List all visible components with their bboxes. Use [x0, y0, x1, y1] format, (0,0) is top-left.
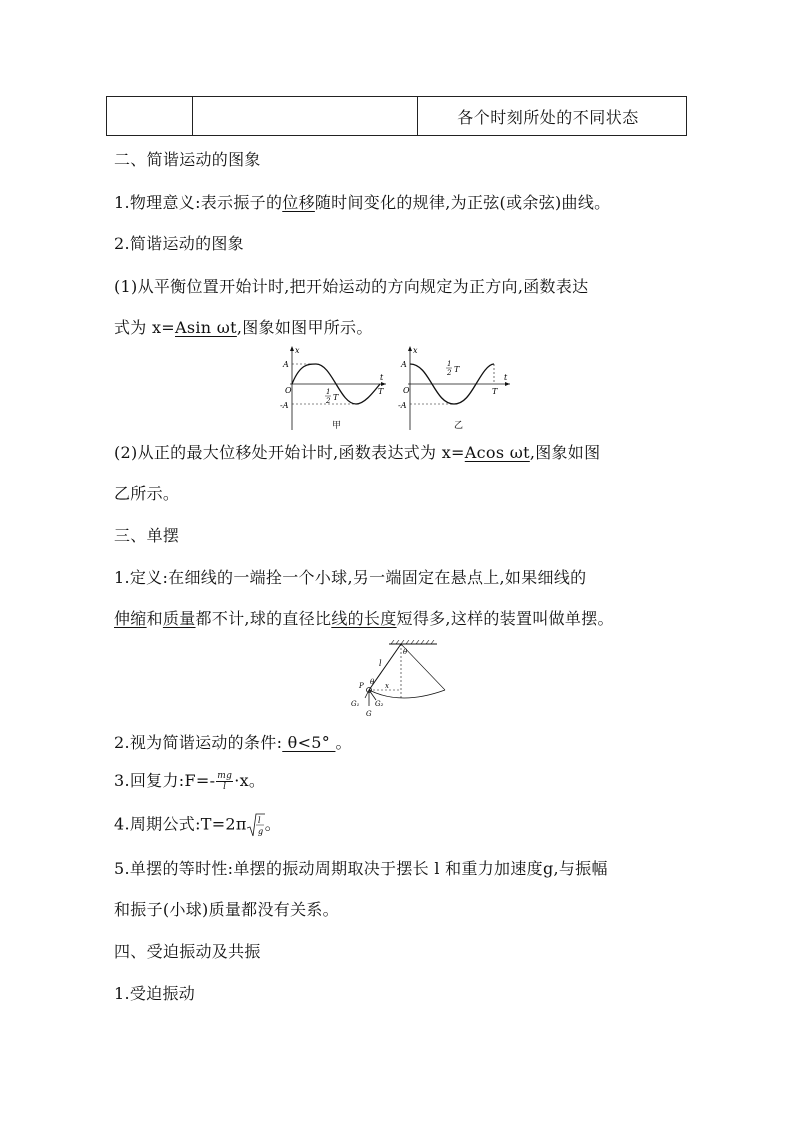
- blank-line-length: 线的长度: [331, 609, 397, 628]
- tick-label-T: T: [378, 387, 384, 396]
- svg-text:l: l: [257, 816, 261, 825]
- tick-label-A: A: [283, 360, 289, 369]
- axis-label-x: x: [413, 346, 418, 355]
- half-T-label: T: [333, 393, 339, 402]
- half-T-num: 1: [447, 360, 452, 368]
- tick-label-neg-A: -A: [280, 401, 289, 410]
- section-4-heading: 四、受迫振动及共振: [114, 942, 261, 961]
- paragraph-physical-meaning: 1.物理意义:表示振子的位移随时间变化的规律,为正弦(或余弦)曲线。: [114, 193, 611, 212]
- half-T-label: T: [454, 365, 460, 374]
- paragraph-shm-condition: 2.视为简谐运动的条件: θ<5° 。: [114, 733, 352, 752]
- half-T-num: 1: [326, 388, 331, 396]
- section-2-heading: 二、简谐运动的图象: [114, 150, 261, 169]
- paragraph-sin-start: (1)从平衡位置开始计时,把开始运动的方向规定为正方向,函数表达: [114, 277, 589, 296]
- label-l: l: [379, 659, 382, 668]
- paragraph-isochronism-cont: 和振子(小球)质量都没有关系。: [114, 900, 339, 919]
- label-G1: G₁: [351, 700, 360, 708]
- half-T-den: 2: [326, 397, 331, 405]
- graph-caption-b: 乙: [454, 421, 464, 431]
- axis-label-t: t: [504, 373, 508, 382]
- label-P: P: [359, 682, 364, 690]
- tick-label-T: T: [492, 387, 498, 396]
- paragraph-sin-formula: 式为 x=Asin ωt,图象如图甲所示。: [114, 318, 373, 337]
- sqrt-l-over-g: [247, 812, 265, 838]
- graph-cosine: [398, 344, 516, 432]
- blank-displacement: 位移: [282, 193, 315, 212]
- pendulum-diagram: [345, 640, 451, 724]
- tick-label-neg-A: -A: [398, 401, 407, 410]
- angle-theta: θ: [370, 678, 375, 686]
- paragraph-cos-start: (2)从正的最大位移处开始计时,函数表达式为 x=Acos ωt,图象如图: [114, 443, 601, 462]
- svg-text:g: g: [257, 827, 264, 836]
- origin-label: O: [403, 386, 410, 395]
- paragraph-graph-title: 2.简谐运动的图象: [114, 234, 244, 253]
- half-T-den: 2: [447, 369, 452, 377]
- table-cell: [193, 97, 418, 135]
- blank-small-angle: θ<5°: [282, 733, 336, 752]
- table-cell: [107, 97, 193, 135]
- section-3-heading: 三、单摆: [114, 526, 180, 545]
- label-x: x: [385, 682, 389, 690]
- origin-label: O: [285, 386, 292, 395]
- angle-theta-top: θ: [403, 648, 408, 656]
- table-cell-state: 各个时刻所处的不同状态: [457, 107, 639, 127]
- label-G: G: [366, 710, 372, 718]
- blank-mass: 质量: [162, 609, 196, 628]
- paragraph-forced-vibration: 1.受迫振动: [114, 984, 196, 1003]
- table-row: [106, 96, 687, 136]
- axis-label-t: t: [380, 373, 384, 382]
- label-G2: G₂: [375, 700, 384, 708]
- fraction-mg-over-l: $\frac{mg}{l}$: [217, 771, 233, 792]
- paragraph-pendulum-definition-cont: 伸缩和质量都不计,球的直径比线的长度短得多,这样的装置叫做单摆。: [114, 609, 614, 628]
- tick-label-A: A: [401, 360, 407, 369]
- paragraph-restoring-force: 3.回复力:F=- $\frac{mg}{l}$ ·x。: [114, 771, 266, 792]
- blank-sin-formula: Asin ωt: [175, 318, 237, 337]
- graph-caption-a: 甲: [332, 421, 342, 431]
- blank-stretch: 伸缩: [114, 609, 147, 628]
- axis-label-x: x: [295, 346, 300, 355]
- blank-cos-formula: Acos ωt: [464, 443, 530, 462]
- paragraph-period-formula: 4.周期公式:T=2π l g 。: [114, 812, 281, 838]
- paragraph-isochronism: 5.单摆的等时性:单摆的振动周期取决于摆长 l 和重力加速度g,与振幅: [114, 859, 608, 878]
- paragraph-pendulum-definition: 1.定义:在细线的一端拴一个小球,另一端固定在悬点上,如果细线的: [114, 568, 587, 587]
- graph-sine: [280, 344, 392, 432]
- paragraph-cos-end: 乙所示。: [114, 484, 180, 503]
